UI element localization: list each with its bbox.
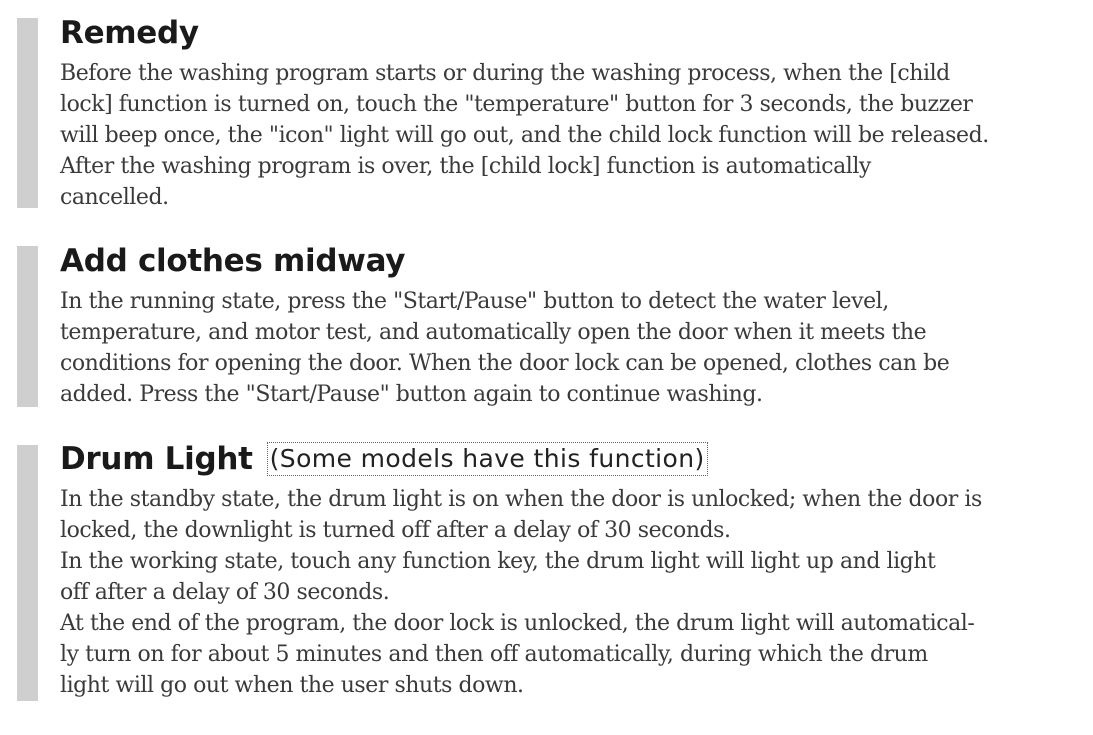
body-line: locked, the downlight is turned off after a delay of 30 seconds. [60, 518, 731, 543]
body-line: lock] function is turned on, touch the "temperature" button for 3 seconds, the buzzer [60, 92, 973, 117]
body-line: In the working state, touch any function key, the drum light will light up and light [60, 549, 936, 574]
body-line: At the end of the program, the door lock is unlocked, the drum light will automatical- [60, 611, 975, 636]
section-heading: Remedy [60, 15, 199, 51]
section-body [60, 58, 1060, 213]
body-line: cancelled. [60, 185, 169, 210]
body-line: In the standby state, the drum light is on when the door is unlocked; when the door is [60, 487, 982, 512]
body-line: ly turn on for about 5 minutes and then off automatically, during which the drum [60, 642, 928, 667]
body-line: conditions for opening the door. When the door lock can be opened, clothes can be [60, 351, 950, 376]
section-heading-text: Drum Light [60, 441, 253, 477]
body-line: In the running state, press the "Start/Pause" button to detect the water level, [60, 289, 889, 314]
section-heading [60, 441, 708, 477]
section-body [60, 286, 1060, 410]
section-bar [17, 246, 38, 407]
body-line: will beep once, the "icon" light will go out, and the child lock function will be released. [60, 123, 989, 148]
body-line: After the washing program is over, the [child lock] function is automatically [60, 154, 871, 179]
body-line: temperature, and motor test, and automatically open the door when it meets the [60, 320, 927, 345]
section-heading: Add clothes midway [60, 243, 406, 279]
body-line: Before the washing program starts or during the washing process, when the [child [60, 61, 950, 86]
model-availability-note: (Some models have this function) [267, 442, 708, 476]
body-line: off after a delay of 30 seconds. [60, 580, 390, 605]
section-body [60, 484, 1060, 701]
section-bar [17, 445, 38, 701]
section-bar [17, 18, 38, 208]
body-line: light will go out when the user shuts down. [60, 673, 524, 698]
body-line: added. Press the "Start/Pause" button again to continue washing. [60, 382, 763, 407]
